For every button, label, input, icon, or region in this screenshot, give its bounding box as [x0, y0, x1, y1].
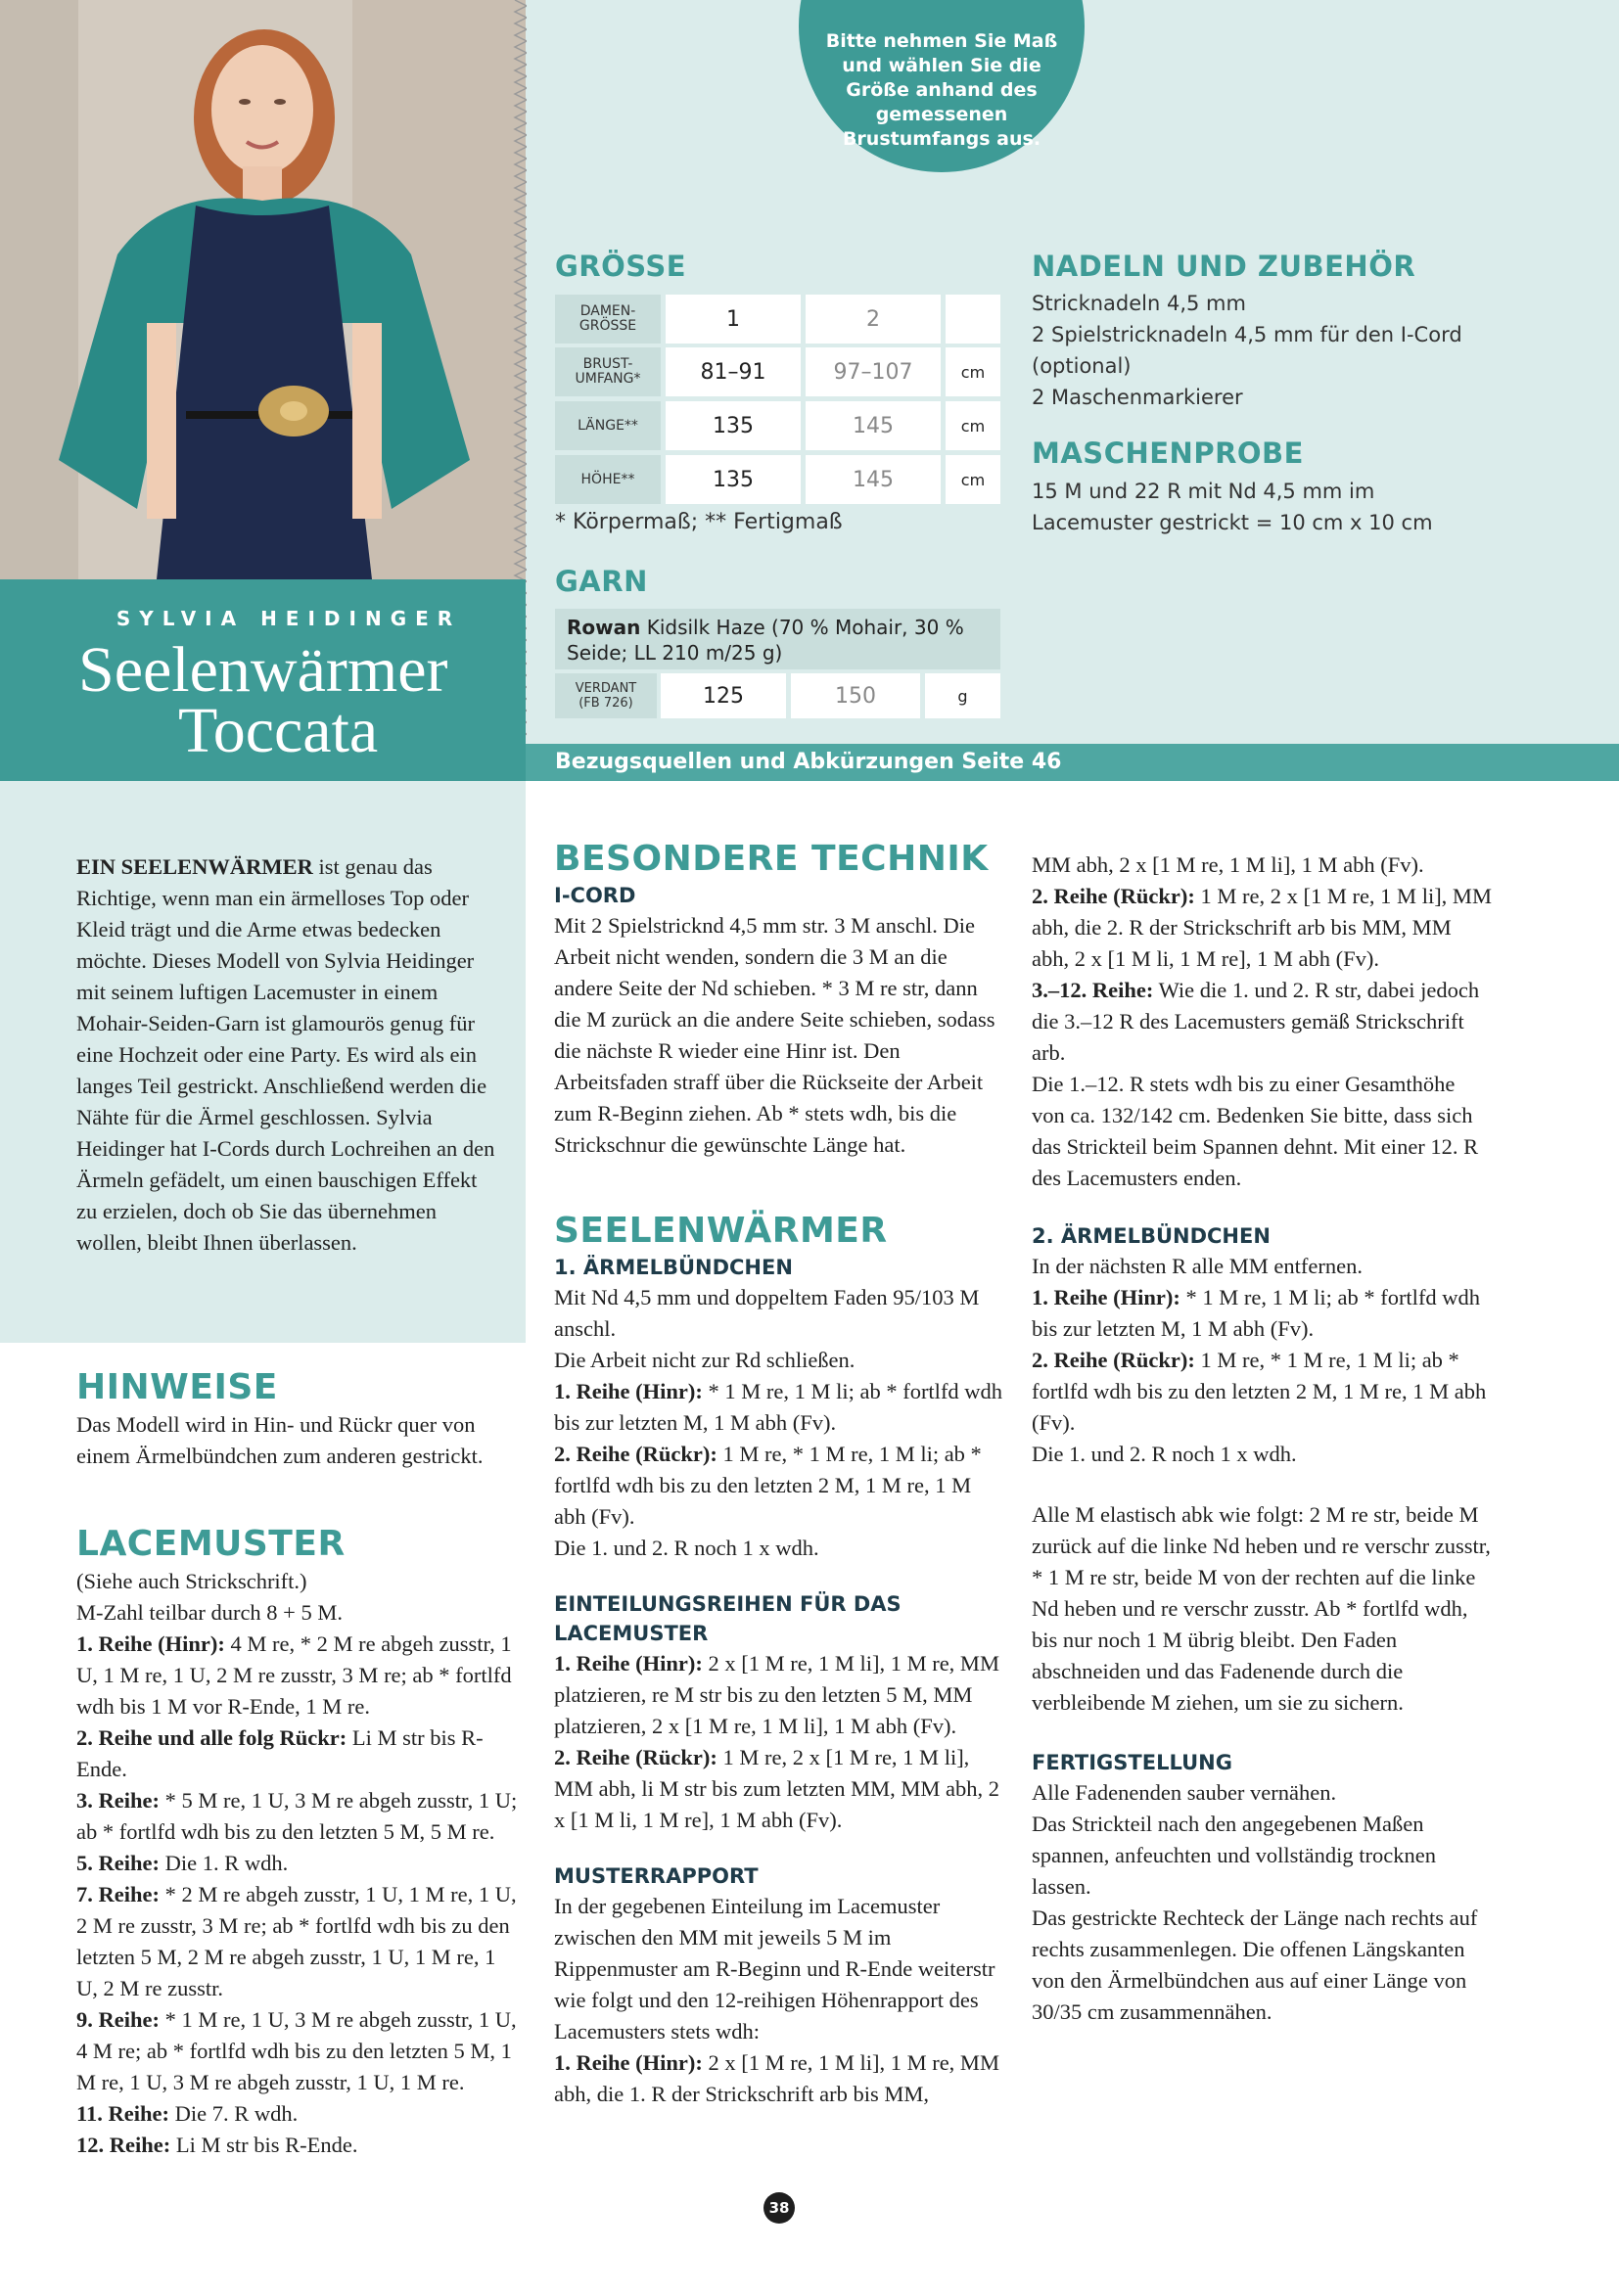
cuff1-line: 1. Reihe (Hinr): * 1 M re, 1 M li; ab * fortlfd wdh bis zur letzten M, 1 M abh (Fv).: [554, 1379, 1003, 1435]
yarn-description: [555, 609, 1000, 669]
technique-text: Mit 2 Spielstricknd 4,5 mm str. 3 M anschl. Die Arbeit nicht wenden, sondern die 3 M an die andere Seite der Nd schieben. * 3 M re str, dann die M zurück an die andere Seite schieben, sodass die nächste R wieder eine Hinr ist. Den Arbeitsfaden straff über die Rückseite der Arbeit zum R-Beginn ziehen. Ab * stets wdh, bis die Strickschnur die gewünschte Länge hat.: [554, 913, 995, 1157]
lace-pattern-section: [76, 1523, 522, 2161]
size-unit: cm: [946, 401, 1000, 450]
needles-heading: NADELN UND ZUBEHÖR: [1032, 250, 1416, 283]
lace-line: 3. Reihe: * 5 M re, 1 U, 3 M re abgeh zusstr, 1 U; ab * fortlfd wdh bis zu den letzten 5 M, 5 M re.: [76, 1788, 518, 1844]
shrug-heading: SEELENWÄRMER: [554, 1211, 888, 1251]
lace-line: M-Zahl teilbar durch 8 + 5 M.: [76, 1600, 343, 1625]
technique-subheading: I-CORD: [554, 884, 636, 907]
repeat-line: 2. Reihe (Rückr): 1 M re, 2 x [1 M re, 1 M li], MM abh, die 2. R der Strickschrift arb bis MM, MM abh, 2 x [1 M li, 1 M re], 1 M abh (Fv).: [1032, 884, 1492, 971]
yarn-brand: Rowan: [567, 616, 641, 639]
yarn-heading: GARN: [555, 565, 648, 598]
setup-line: 2. Reihe (Rückr): 1 M re, 2 x [1 M re, 1 M li], MM abh, li M str bis zum letzten MM, MM abh, 2 x [1 M li, 1 M re], 1 M abh (Fv).: [554, 1745, 999, 1832]
cuff1-line: Die Arbeit nicht zur Rd schließen.: [554, 1348, 856, 1372]
needles-item: 2 Maschenmarkierer: [1032, 386, 1243, 409]
size-unit: cm: [946, 455, 1000, 504]
model-photo-illustration: [0, 0, 526, 579]
intro-text: ist genau das Richtige, wenn man ein ärmelloses Top oder Kleid trägt und die Arme etwas bedecken möchte. Dieses Modell von Sylvia Heidinger mit seinem luftigen Lacemuster in einem Mohair-Seiden-Garn ist glamourös genug für eine Hochzeit oder eine Party. Es wird als ein langes Teil gestrickt. Anschließend werden die Nähte für die Ärmel geschlossen. Sylvia Heidinger hat I-Cords durch Lochreihen an den Ärmeln gefädelt, um einen bauschigen Effekt zu erzielen, doch ob Sie das übernehmen wollen, bleibt Ihnen überlassen.: [76, 854, 495, 1255]
cuff2-line: 2. Reihe (Rückr): 1 M re, * 1 M re, 1 M li; ab * fortlfd wdh bis zu den letzten 2 M, 1 M re, 1 M abh (Fv).: [1032, 1348, 1487, 1435]
source-bar: [526, 744, 1619, 781]
needles-item: Stricknadeln 4,5 mm: [1032, 292, 1246, 315]
repeat-line: Die 1.–12. R stets wdh bis zu einer Gesamthöhe von ca. 132/142 cm. Bedenken Sie bitte, dass sich das Strickteil beim Spannen dehnt. Mit einer 12. R des Lacemusters enden.: [1032, 1072, 1479, 1190]
setup-line: 1. Reihe (Hinr): 2 x [1 M re, 1 M li], 1 M re, MM platzieren, re M str bis zu den letzten 5 M, MM platzieren, 2 x [1 M re, 1 M li], 1 M abh (Fv).: [554, 1651, 999, 1738]
size-row-label: BRUST- UMFANG*: [555, 347, 661, 396]
cuff1-line: Die 1. und 2. R noch 1 x wdh.: [554, 1536, 819, 1560]
cuff1-line: Mit Nd 4,5 mm und doppeltem Faden 95/103 M anschl.: [554, 1285, 980, 1341]
finishing-subheading: FERTIGSTELLUNG: [1032, 1751, 1232, 1774]
size-value-1: 135: [666, 401, 801, 450]
intro-paragraph: [76, 851, 497, 1259]
notes-section: [76, 1366, 507, 1472]
repeat-subheading: MUSTERRAPPORT: [554, 1864, 759, 1888]
cuff2-line: Die 1. und 2. R noch 1 x wdh.: [1032, 1442, 1297, 1466]
size-value-2: 145: [806, 401, 941, 450]
yarn-unit: g: [925, 673, 1000, 718]
technique-heading: BESONDERE TECHNIK: [554, 839, 989, 879]
lace-line: 5. Reihe: Die 1. R wdh.: [76, 1851, 289, 1875]
author-name: SYLVIA HEIDINGER: [116, 607, 462, 630]
size-row-label: DAMEN- GRÖSSE: [555, 295, 661, 344]
lace-line: 1. Reihe (Hinr): 4 M re, * 2 M re abgeh zusstr, 1 U, 1 M re, 1 U, 2 M re zusstr, 3 M re; ab * fortlfd wdh bis 1 M vor R-Ende, 1 M re.: [76, 1631, 512, 1719]
size-value-2: 2: [806, 295, 941, 344]
yarn-spec: Kidsilk Haze (70 % Mohair, 30 % Seide; LL 210 m/25 g): [567, 616, 964, 665]
size-value-2: 145: [806, 455, 941, 504]
setup-rows-subheading: EINTEILUNGSREIHEN FÜR DAS LACEMUSTER: [554, 1592, 902, 1645]
intro-lead: EIN SEELENWÄRMER: [76, 854, 313, 879]
shrug-section: [554, 1210, 1004, 2110]
size-heading: GRÖSSE: [555, 250, 687, 283]
gauge-heading: MASCHENPROBE: [1032, 436, 1304, 470]
gauge-text: 15 M und 22 R mit Nd 4,5 mm im Lacemuster gestrickt = 10 cm x 10 cm: [1032, 480, 1433, 534]
size-footnote: * Körpermaß; ** Fertigmaß: [555, 510, 843, 534]
size-value-1: 81–91: [666, 347, 801, 396]
lace-heading: LACEMUSTER: [76, 1524, 346, 1564]
repeat-line: 3.–12. Reihe: Wie die 1. und 2. R str, dabei jedoch die 3.–12 R des Lacemusters gemäß Strickschrift arb.: [1032, 978, 1480, 1065]
size-row-label: LÄNGE**: [555, 401, 661, 450]
technique-section: [554, 838, 1004, 1161]
pattern-title-line2: Toccata: [178, 695, 379, 766]
lace-line: (Siehe auch Strickschrift.): [76, 1569, 307, 1593]
lace-line: 12. Reihe: Li M str bis R-Ende.: [76, 2133, 358, 2157]
cuff1-line: 2. Reihe (Rückr): 1 M re, * 1 M re, 1 M li; ab * fortlfd wdh bis zu den letzten 2 M, 1 M re, 1 M abh (Fv).: [554, 1442, 982, 1529]
notes-heading: HINWEISE: [76, 1367, 278, 1407]
cuff2-line: In der nächsten R alle MM entfernen.: [1032, 1254, 1364, 1278]
size-row-label: HÖHE**: [555, 455, 661, 504]
bind-off-text: Alle M elastisch abk wie folgt: 2 M re str, beide M zurück auf die linke Nd heben und re verschr zusstr, * 1 M re str, beide M von der rechten auf die linke Nd heben und re verschr zusstr. Ab * fortlfd wdh, bis nur noch 1 M übrig bleibt. Den Faden abschneiden und das Fadenende durch die verbleibende M ziehen, um sie zu sichern.: [1032, 1502, 1491, 1715]
finishing-line: Das gestrickte Rechteck der Länge nach rechts auf rechts zusammenlegen. Die offenen Längskanten von den Ärmelbündchen aus auf einer Länge von 30/35 cm zusammennähen.: [1032, 1906, 1478, 2024]
pattern-title-line1: Seelenwärmer: [78, 634, 448, 706]
needles-list: [1032, 288, 1502, 413]
cuff2-subheading: 2. ÄRMELBÜNDCHEN: [1032, 1224, 1271, 1248]
size-value-2: 97–107: [806, 347, 941, 396]
yarn-color-label: VERDANT (FB 726): [555, 673, 657, 718]
size-unit: [946, 295, 1000, 344]
needles-item: 2 Spielstricknadeln 4,5 mm für den I-Cord (optional): [1032, 323, 1462, 378]
cuff2-line: 1. Reihe (Hinr): * 1 M re, 1 M li; ab * fortlfd wdh bis zur letzten M, 1 M abh (Fv).: [1032, 1285, 1481, 1341]
size-value-1: 135: [666, 455, 801, 504]
yarn-value-1: 125: [661, 673, 786, 718]
column3-text: [1032, 850, 1492, 2028]
lace-line: 7. Reihe: * 2 M re abgeh zusstr, 1 U, 1 M re, 1 U, 2 M re zusstr, 3 M re; ab * fortlfd wdh bis zu den letzten 5 M, 2 M re abgeh zusstr, 1 U, 1 M re, 1 U, 2 M re zusstr.: [76, 1882, 517, 2000]
repeat-line: In der gegebenen Einteilung im Lacemuster zwischen den MM mit jeweils 5 M im Rippenmuster am R-Beginn und R-Ende weiterstr wie folgt und den 12-reihigen Höhenrapport des Lacemusters stets wdh:: [554, 1894, 995, 2043]
repeat-line: MM abh, 2 x [1 M re, 1 M li], 1 M abh (Fv).: [1032, 852, 1424, 877]
notes-text: Das Modell wird in Hin- und Rückr quer von einem Ärmelbündchen zum anderen gestrickt.: [76, 1412, 484, 1468]
lace-line: 11. Reihe: Die 7. R wdh.: [76, 2101, 299, 2126]
model-photo: [0, 0, 526, 579]
yarn-value-2: 150: [791, 673, 920, 718]
lace-line: 9. Reihe: * 1 M re, 1 U, 3 M re abgeh zusstr, 1 U, 4 M re; ab * fortlfd wdh bis zu den letzten 5 M, 1 M re, 1 U, 3 M re abgeh zusstr, 1 U, 1 M re.: [76, 2007, 517, 2094]
page-number: 38: [763, 2192, 795, 2224]
size-unit: cm: [946, 347, 1000, 396]
size-value-1: 1: [666, 295, 801, 344]
size-hint-text: Bitte nehmen Sie Maß und wählen Sie die Größe anhand des gemessenen Brustumfangs aus.: [825, 30, 1058, 150]
cuff1-subheading: 1. ÄRMELBÜNDCHEN: [554, 1256, 793, 1279]
repeat-line: 1. Reihe (Hinr): 2 x [1 M re, 1 M li], 1 M re, MM abh, die 1. R der Strickschrift arb bis MM,: [554, 2050, 999, 2106]
lace-line: 2. Reihe und alle folg Rückr: Li M str bis R-Ende.: [76, 1725, 484, 1781]
finishing-line: Alle Fadenenden sauber vernähen.: [1032, 1780, 1337, 1805]
source-bar-text: Bezugsquellen und Abkürzungen Seite 46: [555, 750, 1062, 774]
finishing-line: Das Strickteil nach den angegebenen Maßen spannen, anfeuchten und vollständig trocknen lassen.: [1032, 1812, 1437, 1899]
